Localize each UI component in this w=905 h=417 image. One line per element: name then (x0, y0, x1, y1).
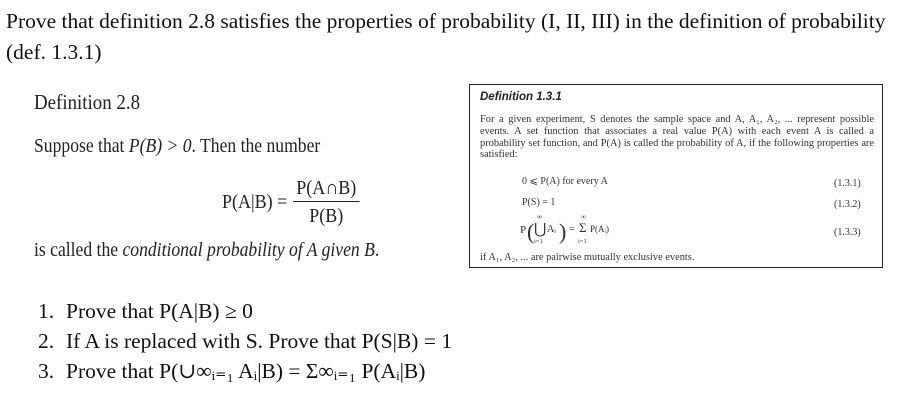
suppose-prefix: Suppose that (34, 135, 129, 157)
task-list (38, 296, 452, 386)
task-3-text: Prove that P(∪∞ᵢ₌₁ Aᵢ|B) = Σ∞ᵢ₌₁ P(Aᵢ|B) (66, 359, 426, 383)
called-prefix: is called the (34, 239, 123, 261)
property-3-equals: = (569, 224, 575, 235)
definition-2-8-suppose (34, 135, 320, 158)
close-paren: ) (559, 219, 567, 244)
property-3-lhs: P (520, 224, 527, 236)
list-item (38, 296, 452, 326)
list-item (38, 326, 452, 356)
formula-numerator: P(A∩B) (293, 176, 360, 202)
definition-2-8-heading: Definition 2.8 (34, 90, 141, 114)
property-3-number: (1.3.3) (834, 227, 861, 238)
formula-fraction (293, 176, 360, 229)
definition-1-3-1-footer: if A₁, A₂, ... are pairwise mutually exclusive events. (480, 252, 695, 263)
conditional-probability-formula (222, 176, 360, 229)
open-paren: ( (527, 219, 535, 244)
sum-arg: P(Aᵢ) (590, 224, 609, 234)
union-bottom: i=1 (534, 238, 543, 245)
definition-1-3-1-paragraph: For a given experiment, S denotes the sample space and A, A₁, A₂, ... represent possible events. A set function that associates a real value P(A) with each event A is called a probability set function, and P(A) is called the probability of A, if the following properties are satisfied: (480, 114, 874, 161)
definition-1-3-1-heading: Definition 1.3.1 (480, 91, 562, 103)
property-3-formula (520, 213, 670, 248)
suppose-suffix: . Then the number (191, 135, 321, 157)
task-2-text: If A is replaced with S. Prove that P(S|B) = 1 (66, 329, 453, 353)
task-1-text: Prove that P(A|B) ≥ 0 (66, 299, 253, 323)
sum-symbol: Σ (579, 220, 587, 235)
formula-lhs: P(A|B) = (222, 191, 288, 213)
property-1-number: (1.3.1) (834, 178, 861, 189)
task-3-number: 3. (38, 359, 55, 383)
question-text: Prove that definition 2.8 satisfies the properties of probability (I, II, III) in the definition of probability (def. 1.3.1) (6, 9, 886, 64)
called-term: conditional probability of A given B (122, 239, 375, 261)
property-2-formula: P(S) = 1 (522, 197, 556, 208)
property-1-formula: 0 ⩽ P(A) for every A (522, 176, 608, 187)
task-2-number: 2. (38, 329, 55, 353)
suppose-math: P(B) > 0 (128, 135, 192, 157)
list-item (38, 356, 452, 386)
task-1-number: 1. (38, 299, 55, 323)
union-top: ∞ (537, 213, 542, 221)
sum-bottom: i=1 (578, 238, 587, 245)
formula-denominator: P(B) (309, 205, 344, 227)
definition-2-8-called (34, 239, 379, 262)
called-suffix: . (374, 239, 380, 261)
union-arg: Aᵢ (547, 224, 556, 235)
property-2-number: (1.3.2) (834, 199, 861, 210)
union-symbol: ⋃ (534, 222, 547, 238)
sum-top: ∞ (581, 213, 586, 221)
